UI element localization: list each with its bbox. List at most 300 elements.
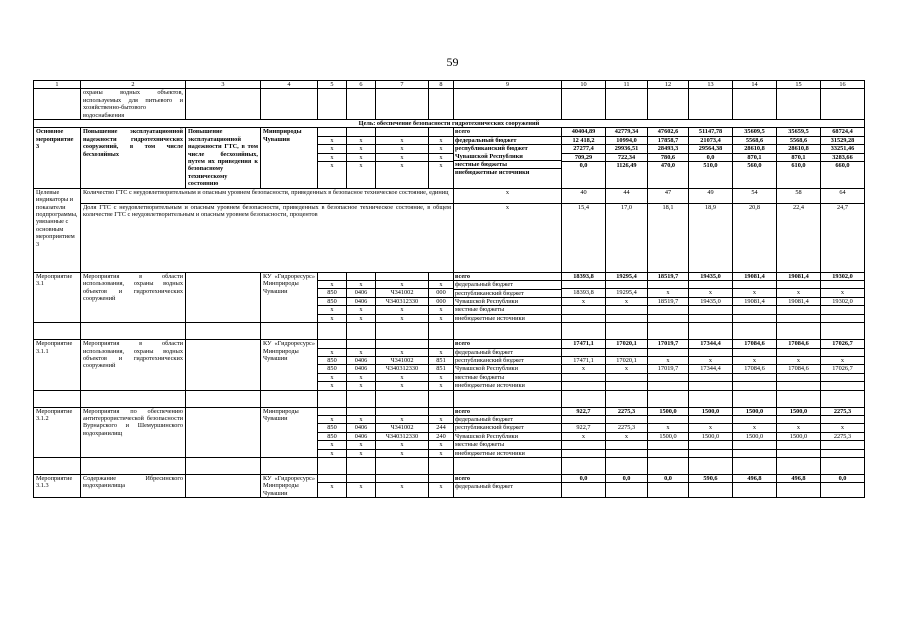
cell-k1: 850 bbox=[318, 432, 346, 440]
value-cell: x bbox=[689, 424, 732, 432]
cell-k4 bbox=[429, 475, 453, 483]
funding-source-column bbox=[454, 475, 562, 498]
value-cell bbox=[606, 382, 647, 390]
cell-k4: x bbox=[439, 483, 443, 491]
year-value-column bbox=[562, 475, 606, 498]
cell-k2: x bbox=[347, 281, 375, 289]
cell-src: всего bbox=[454, 475, 561, 483]
year-value-column bbox=[562, 272, 606, 322]
inner-k4-list bbox=[429, 273, 453, 322]
event-executor: КУ «Гидроресурс» Минприроды Чувашии bbox=[261, 272, 318, 322]
cell-k4: x bbox=[429, 153, 453, 161]
value-cell bbox=[562, 306, 605, 314]
target-indicator-row bbox=[34, 203, 872, 272]
value-cell: 709,29 bbox=[562, 153, 605, 161]
value-cell: 19081,4 bbox=[733, 297, 776, 305]
value-cell bbox=[821, 314, 864, 322]
event-title: Содержание Ибресинского водохранилища bbox=[81, 475, 186, 498]
value-cell bbox=[821, 306, 864, 314]
value-cell bbox=[562, 281, 605, 289]
value-cell: 870,1 bbox=[777, 153, 820, 161]
cell-k1: x bbox=[330, 449, 334, 457]
value-cell: 610,0 bbox=[791, 162, 806, 170]
budget-code-column bbox=[347, 407, 376, 457]
target-indicator-value: 17,0 bbox=[606, 203, 648, 272]
value-cell: 0,0 bbox=[648, 475, 688, 483]
value-cell: x bbox=[821, 356, 864, 364]
year-value-column bbox=[606, 407, 648, 457]
year-value-column bbox=[821, 272, 865, 322]
funding-source-column bbox=[454, 128, 562, 188]
target-indicator-value: 44 bbox=[606, 188, 648, 203]
cell-k2: x bbox=[359, 162, 363, 170]
cell-k4 bbox=[429, 340, 453, 348]
inner-values-list bbox=[562, 408, 605, 457]
value-cell: x bbox=[733, 356, 776, 364]
inner-values-list bbox=[733, 408, 776, 457]
cell-k4: 851 bbox=[429, 356, 453, 364]
year-value-column bbox=[648, 340, 689, 390]
cell-src: всего bbox=[454, 408, 561, 416]
year-value-column bbox=[606, 340, 648, 390]
cell-src: внебюджетные источники bbox=[455, 382, 525, 390]
page-number: 59 bbox=[446, 55, 459, 69]
value-cell bbox=[689, 449, 732, 457]
value-cell: 17084,6 bbox=[777, 340, 820, 348]
value-cell: 17020,1 bbox=[606, 340, 647, 348]
cell-k3 bbox=[376, 408, 428, 416]
value-cell: 17084,6 bbox=[733, 340, 776, 348]
column-number-cell: 12 bbox=[648, 81, 689, 89]
budget-code-column bbox=[429, 272, 454, 322]
continuation-row bbox=[34, 89, 872, 120]
value-cell: 19302,0 bbox=[821, 297, 864, 305]
cell-k2: 0406 bbox=[347, 365, 375, 373]
value-cell: 1500,0 bbox=[689, 408, 732, 416]
value-cell bbox=[733, 306, 776, 314]
value-cell bbox=[689, 441, 732, 449]
inner-values-list bbox=[689, 128, 732, 169]
cell-k4: x bbox=[439, 162, 443, 170]
cell-k2: x bbox=[359, 449, 363, 457]
value-cell bbox=[733, 382, 776, 390]
year-value-column bbox=[821, 128, 865, 188]
cell-k3: x bbox=[400, 314, 404, 322]
value-cell bbox=[562, 314, 605, 322]
cell-k4: 000 bbox=[429, 297, 453, 305]
inner-k1-list bbox=[318, 128, 346, 169]
value-cell bbox=[777, 483, 820, 491]
cell-k1: x bbox=[318, 153, 346, 161]
value-cell: 17020,1 bbox=[606, 356, 647, 364]
value-cell bbox=[733, 415, 776, 423]
value-cell bbox=[777, 441, 820, 449]
budget-code-column bbox=[376, 272, 429, 322]
program-table-container bbox=[33, 80, 871, 633]
value-cell bbox=[733, 314, 776, 322]
inner-k4-list bbox=[429, 408, 453, 457]
value-cell: 5568,6 bbox=[733, 136, 776, 144]
inner-values-list bbox=[777, 340, 820, 389]
budget-code-column bbox=[347, 128, 376, 188]
goal-heading: Цель: обеспечение безопасности гидротехнических сооружений bbox=[34, 120, 865, 128]
value-cell: 33251,46 bbox=[821, 145, 864, 153]
target-indicator-x: x bbox=[454, 203, 562, 272]
cell-src: республиканский бюджет bbox=[454, 424, 561, 432]
event-executor: КУ «Гидроресурс» Минприроды Чувашии bbox=[261, 340, 318, 390]
budget-code-column bbox=[318, 475, 347, 498]
value-cell: x bbox=[606, 297, 647, 305]
cell-k3: x bbox=[400, 382, 404, 390]
value-cell: 510,0 bbox=[703, 162, 718, 170]
target-indicator-value: 18,9 bbox=[689, 203, 733, 272]
cell-k4: x bbox=[429, 281, 453, 289]
value-cell bbox=[648, 483, 688, 491]
value-cell: 17026,7 bbox=[821, 340, 864, 348]
inner-values-list bbox=[821, 475, 864, 491]
cell-k4 bbox=[429, 128, 453, 136]
inner-k2-list bbox=[347, 475, 375, 491]
event-number: Мероприятие 3.1.1 bbox=[34, 340, 81, 390]
value-cell: 470,0 bbox=[660, 162, 676, 170]
event-number: Мероприятие 3.1 bbox=[34, 272, 81, 322]
inner-values-list bbox=[821, 340, 864, 389]
cell-k1: x bbox=[318, 281, 346, 289]
value-cell bbox=[689, 373, 732, 381]
value-cell: 17019,7 bbox=[648, 365, 688, 373]
value-cell: 1500,0 bbox=[777, 408, 820, 416]
value-cell: 19081,4 bbox=[777, 297, 820, 305]
target-indicator-value: 24,7 bbox=[821, 203, 865, 272]
cell-k2 bbox=[347, 128, 375, 136]
year-value-column bbox=[821, 407, 865, 457]
value-cell: x bbox=[777, 356, 820, 364]
inner-k4-list bbox=[429, 128, 453, 169]
budget-code-column bbox=[376, 340, 429, 390]
year-value-column bbox=[777, 475, 821, 498]
value-cell bbox=[689, 281, 732, 289]
cell-k4: x bbox=[439, 449, 443, 457]
value-cell bbox=[606, 281, 647, 289]
budget-code-column bbox=[429, 340, 454, 390]
year-value-column bbox=[821, 340, 865, 390]
value-cell bbox=[648, 415, 688, 423]
inner-values-list bbox=[777, 128, 820, 169]
value-cell bbox=[562, 415, 605, 423]
inner-values-list bbox=[777, 475, 820, 491]
target-indicator-value: 47 bbox=[648, 188, 689, 203]
target-indicators-block bbox=[34, 188, 872, 272]
value-cell bbox=[733, 449, 776, 457]
value-cell bbox=[689, 415, 732, 423]
cell-k4 bbox=[429, 273, 453, 281]
value-cell: 17084,6 bbox=[733, 365, 776, 373]
event-task bbox=[186, 407, 261, 457]
value-cell: 18393,8 bbox=[562, 289, 605, 297]
value-cell: 0,0 bbox=[606, 475, 647, 483]
cell-k4: x bbox=[439, 314, 443, 322]
cell-k4: x bbox=[429, 145, 453, 153]
funding-source-column bbox=[454, 407, 562, 457]
value-cell bbox=[689, 382, 732, 390]
value-cell: x bbox=[777, 289, 820, 297]
value-cell bbox=[562, 483, 605, 491]
cell-k2: x bbox=[347, 348, 375, 356]
value-cell: 496,8 bbox=[733, 475, 776, 483]
cell-k1 bbox=[318, 128, 346, 136]
value-cell bbox=[606, 441, 647, 449]
cell-k1: x bbox=[330, 162, 334, 170]
value-cell bbox=[648, 382, 688, 390]
value-cell: 12 418,2 bbox=[562, 136, 605, 144]
value-cell bbox=[821, 382, 864, 390]
year-value-column bbox=[562, 407, 606, 457]
inner-k1-list bbox=[318, 475, 346, 491]
cell-k1 bbox=[318, 340, 346, 348]
inner-values-list bbox=[777, 273, 820, 322]
column-number-cell: 1 bbox=[34, 81, 81, 89]
value-cell bbox=[689, 348, 732, 356]
column-number-cell: 10 bbox=[562, 81, 606, 89]
value-cell bbox=[648, 441, 688, 449]
value-cell bbox=[648, 348, 688, 356]
cell-k2: x bbox=[359, 483, 363, 491]
year-value-column bbox=[777, 407, 821, 457]
cell-src: федеральный бюджет bbox=[454, 348, 561, 356]
cell-src: федеральный бюджет bbox=[454, 136, 561, 144]
event-number: Мероприятие 3.1.3 bbox=[34, 475, 81, 498]
inner-k3-list bbox=[376, 273, 428, 322]
event-row bbox=[34, 475, 872, 498]
value-cell: 19295,4 bbox=[606, 289, 647, 297]
value-cell: 18519,7 bbox=[648, 273, 688, 281]
cell-k2: x bbox=[359, 382, 363, 390]
cell-src: республиканский бюджет bbox=[454, 289, 561, 297]
budget-code-column bbox=[347, 340, 376, 390]
program-table bbox=[33, 80, 871, 498]
value-cell: 19081,4 bbox=[733, 273, 776, 281]
cell-k3: x bbox=[400, 483, 404, 491]
value-cell: 17471,1 bbox=[562, 340, 605, 348]
inner-values-list bbox=[648, 273, 688, 322]
target-indicator-row bbox=[34, 188, 872, 203]
year-value-column bbox=[733, 407, 777, 457]
cell-k4: 851 bbox=[429, 365, 453, 373]
funding-source-column bbox=[454, 340, 562, 390]
value-cell bbox=[777, 373, 820, 381]
inner-values-list bbox=[606, 408, 647, 457]
main-event-row bbox=[34, 128, 872, 188]
cell-k3 bbox=[376, 128, 428, 136]
budget-code-column bbox=[347, 272, 376, 322]
cell-k2: x bbox=[347, 145, 375, 153]
cell-k3: Ч340312330 bbox=[376, 365, 428, 373]
value-cell bbox=[821, 348, 864, 356]
cell-src: внебюджетные источники bbox=[455, 314, 525, 322]
cell-k3: x bbox=[376, 348, 428, 356]
value-cell bbox=[562, 441, 605, 449]
value-cell: 2275,3 bbox=[606, 424, 647, 432]
cell-k2 bbox=[347, 475, 375, 483]
value-cell: 870,1 bbox=[733, 153, 776, 161]
value-cell bbox=[562, 382, 605, 390]
column-number-cell: 15 bbox=[777, 81, 821, 89]
event-task bbox=[186, 475, 261, 498]
value-cell bbox=[777, 449, 820, 457]
value-cell: 2275,3 bbox=[821, 408, 864, 416]
value-cell bbox=[733, 483, 776, 491]
value-cell: 19302,0 bbox=[821, 273, 864, 281]
value-cell: 27277,4 bbox=[562, 145, 605, 153]
inner-src-list bbox=[454, 340, 561, 389]
value-cell bbox=[777, 281, 820, 289]
cell-k1 bbox=[318, 408, 346, 416]
events-block bbox=[34, 272, 872, 498]
value-cell: 0,0 bbox=[689, 153, 732, 161]
value-cell: 17084,6 bbox=[777, 365, 820, 373]
value-cell: 0,0 bbox=[579, 162, 588, 170]
column-number-cell: 4 bbox=[261, 81, 318, 89]
year-value-column bbox=[689, 407, 733, 457]
value-cell bbox=[648, 373, 688, 381]
cell-k4: x bbox=[429, 415, 453, 423]
inner-k3-list bbox=[376, 128, 428, 169]
budget-code-column bbox=[429, 407, 454, 457]
event-executor: КУ «Гидроресурс» Минприроды Чувашии bbox=[261, 475, 318, 498]
value-cell: 19435,0 bbox=[689, 273, 732, 281]
main-event-block bbox=[34, 128, 872, 188]
event-spacer-row bbox=[34, 390, 872, 407]
inner-k2-list bbox=[347, 340, 375, 389]
value-cell: 3283,66 bbox=[821, 153, 864, 161]
cell-k2: 0406 bbox=[347, 432, 375, 440]
value-cell: 2275,3 bbox=[821, 432, 864, 440]
value-cell: x bbox=[648, 424, 688, 432]
cell-k3: Ч340312330 bbox=[376, 432, 428, 440]
column-number-cell: 5 bbox=[318, 81, 347, 89]
value-cell bbox=[606, 415, 647, 423]
cell-src: Чувашской Республики bbox=[454, 365, 561, 373]
budget-code-column bbox=[429, 128, 454, 188]
inner-values-list bbox=[606, 273, 647, 322]
value-cell bbox=[689, 306, 732, 314]
inner-k4-list bbox=[429, 340, 453, 389]
budget-code-column bbox=[318, 128, 347, 188]
value-cell bbox=[821, 281, 864, 289]
cell-k3 bbox=[376, 340, 428, 348]
target-indicator-value: 22,4 bbox=[777, 203, 821, 272]
value-cell bbox=[777, 314, 820, 322]
inner-values-list bbox=[821, 273, 864, 322]
value-cell: 40404,89 bbox=[562, 128, 605, 136]
year-value-column bbox=[777, 272, 821, 322]
value-cell: 496,8 bbox=[777, 475, 820, 483]
budget-code-column bbox=[318, 407, 347, 457]
cell-src: всего bbox=[454, 340, 561, 348]
value-cell: 42779,34 bbox=[606, 128, 647, 136]
value-cell: 17344,4 bbox=[689, 365, 732, 373]
event-row bbox=[34, 340, 872, 390]
year-value-column bbox=[733, 128, 777, 188]
inner-values-list bbox=[733, 128, 776, 169]
value-cell bbox=[648, 306, 688, 314]
inner-values-list bbox=[733, 475, 776, 491]
cell-k4: x bbox=[439, 382, 443, 390]
target-indicator-text: Количество ГТС с неудовлетворительным и опасным уровнем безопасности, приведенных в безопасное техническое состояние, единиц bbox=[81, 188, 454, 203]
budget-code-column bbox=[318, 340, 347, 390]
value-cell: 660,0 bbox=[835, 162, 850, 170]
value-cell bbox=[777, 348, 820, 356]
cell-k2: x bbox=[347, 136, 375, 144]
value-cell bbox=[648, 281, 688, 289]
event-title: Мероприятия в области использования, охраны водных объектов и гидротехнических сооружений bbox=[81, 272, 186, 322]
column-number-cell: 7 bbox=[376, 81, 429, 89]
column-number-cell: 11 bbox=[606, 81, 648, 89]
inner-k1-list bbox=[318, 273, 346, 322]
inner-src-list bbox=[454, 273, 561, 322]
value-cell: x bbox=[821, 424, 864, 432]
cell-k1: 850 bbox=[318, 297, 346, 305]
cell-k2 bbox=[347, 340, 375, 348]
inner-values-list bbox=[648, 475, 688, 491]
column-number-cell: 16 bbox=[821, 81, 865, 89]
value-cell bbox=[606, 483, 647, 491]
cell-k1: x bbox=[318, 306, 346, 314]
cell-src: местные бюджеты bbox=[454, 373, 561, 381]
event-task bbox=[186, 340, 261, 390]
cell-k3 bbox=[376, 475, 428, 483]
event-task: Повышение эксплуатационной надежности ГТС, в том числе бесхозяйных, путем их приведения к безопасному техническому состоянию bbox=[186, 128, 261, 188]
target-indicator-value: 64 bbox=[821, 188, 865, 203]
cell-k3: x bbox=[376, 373, 428, 381]
value-cell bbox=[689, 483, 732, 491]
year-value-column bbox=[606, 475, 648, 498]
column-number-cell: 6 bbox=[347, 81, 376, 89]
value-cell bbox=[821, 483, 864, 491]
inner-k4-list bbox=[429, 475, 453, 491]
cell-k2: x bbox=[347, 441, 375, 449]
value-cell: x bbox=[689, 356, 732, 364]
inner-src-list bbox=[454, 475, 561, 491]
inner-k1-list bbox=[318, 340, 346, 389]
cell-k1: x bbox=[318, 373, 346, 381]
target-indicator-value: 20,8 bbox=[733, 203, 777, 272]
value-cell: 17344,4 bbox=[689, 340, 732, 348]
value-cell: 2275,3 bbox=[606, 408, 647, 416]
inner-values-list bbox=[606, 340, 647, 389]
value-cell bbox=[777, 382, 820, 390]
value-cell: 21073,4 bbox=[689, 136, 732, 144]
value-cell: 18519,7 bbox=[648, 297, 688, 305]
budget-code-column bbox=[347, 475, 376, 498]
cell-k3: Ч341002 bbox=[376, 356, 428, 364]
value-cell bbox=[733, 348, 776, 356]
value-cell bbox=[606, 373, 647, 381]
cell-k1: x bbox=[318, 136, 346, 144]
year-value-column bbox=[648, 272, 689, 322]
event-task bbox=[186, 272, 261, 322]
goal-row bbox=[34, 120, 872, 128]
value-cell: 560,0 bbox=[747, 162, 762, 170]
inner-values-list bbox=[733, 273, 776, 322]
cell-k4: x bbox=[429, 441, 453, 449]
cell-k3 bbox=[376, 273, 428, 281]
inner-k1-list bbox=[318, 408, 346, 457]
value-cell bbox=[648, 314, 688, 322]
inner-values-list bbox=[689, 340, 732, 389]
value-cell: 1500,0 bbox=[689, 432, 732, 440]
column-number-cell: 2 bbox=[81, 81, 186, 89]
